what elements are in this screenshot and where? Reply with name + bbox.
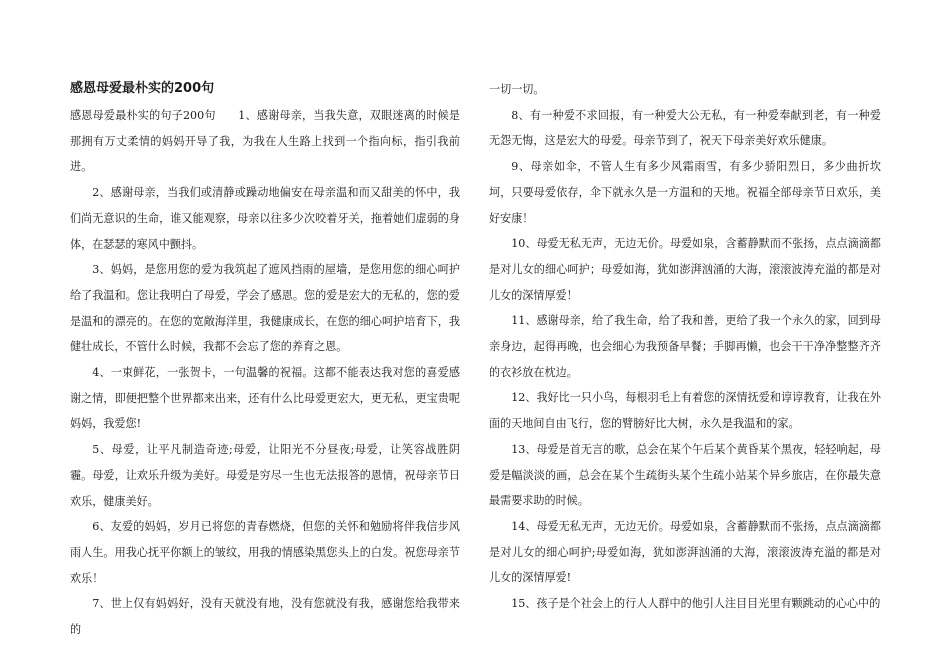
paragraph: 8、有一种爱不求回报，有一种爱大公无私，有一种爱奉献到老，有一种爱无怨无悔，这是宏大的母爱。母亲节到了，祝天下母亲美好欢乐健康。	[489, 108, 881, 148]
paragraph: 感恩母爱最朴实的句子200句 1、感谢母亲，当我失意，双眼迷离的时候是那拥有万丈柔情的妈妈开导了我，为我在人生路上找到一个指向标，指引我前进。	[70, 109, 460, 174]
paragraph: 一切一切。	[489, 83, 545, 96]
right-column-text	[489, 77, 881, 617]
document-title: 感恩母爱最朴实的200句	[70, 81, 215, 96]
paragraph: 5、母爱，让平凡制造奇迹;母爱，让阳光不分昼夜;母爱，让笑容战胜阴霾。母爱，让欢乐升级为美好。母爱是穷尽一生也无法报答的恩情，祝母亲节日欢乐，健康美好。	[70, 443, 460, 508]
paragraph: 15、孩子是个社会上的行人人群中的他引人注目目光里有颗跳动的心心中的	[511, 597, 881, 611]
paragraph: 14、母爱无私无声，无边无价。母爱如泉，含蓄静默而不张扬，点点滴滴都是对儿女的细心呵护;母爱如海，犹如澎湃汹涌的大海，滚滚波涛充溢的都是对儿女的深情厚爱!	[489, 519, 881, 585]
paragraph: 13、母爱是首无言的歌，总会在某个午后某个黄昏某个黑夜，轻轻响起，母爱是幅淡淡的画，总会在某个生疏街头某个生疏小站某个异乡旅店，在你最失意最需要求助的时候。	[489, 442, 881, 508]
left-column-text	[70, 103, 460, 643]
paragraph: 7、世上仅有妈妈好，没有天就没有地，没有您就没有我，感谢您给我带来的	[70, 597, 460, 637]
paragraph: 10、母爱无私无声，无边无价。母爱如泉，含蓄静默而不张扬，点点滴滴都是对儿女的细心呵护；母爱如海，犹如澎湃汹涌的大海，滚滚波涛充溢的都是对儿女的深情厚爱！	[489, 237, 881, 302]
paragraph: 2、感谢母亲，当我们或清静或躁动地偏安在母亲温和而又甜美的怀中，我们尚无意识的生命，谁又能观察，母亲以往多少次咬着牙关，拖着她们虚弱的身体，在瑟瑟的寒风中颤抖。	[70, 186, 460, 251]
paragraph: 4、一束鲜花，一张贺卡，一句温馨的祝福。这都不能表达我对您的喜爱感谢之情，即便把整个世界都来出来，还有什么比母爱更宏大，更无私，更宝贵呢妈妈，我爱您!	[70, 366, 460, 431]
paragraph: 6、友爱的妈妈，岁月已将您的青春燃烧，但您的关怀和勉励将伴我信步风雨人生。用我心抚平你额上的皱纹，用我的情感染黑您头上的白发。祝您母亲节欢乐！	[70, 520, 460, 585]
paragraph: 3、妈妈，是您用您的爱为我筑起了遮风挡雨的屋墙，是您用您的细心呵护给了我温和。您让我明白了母爱，学会了感恩。您的爱是宏大的无私的，您的爱是温和的漂亮的。在您的宽敞海洋里，我健康成长，在您的细心呵护培育下，我健壮成长，不管什么时候，我都不会忘了您的养育之恩。	[70, 263, 460, 354]
paragraph: 11、感谢母亲，给了我生命，给了我和善，更给了我一个永久的家，回到母亲身边，起得再晚，也会细心为我预备早餐；手脚再懒，也会干干净净整整齐齐的衣衫放在枕边。	[489, 314, 881, 379]
paragraph: 9、母亲如伞，不管人生有多少风霜雨雪，有多少骄阳烈日，多少曲折坎坷，只要母爱依存，伞下就永久是一方温和的天地。祝福全部母亲节日欢乐，美好安康！	[489, 160, 881, 225]
paragraph: 12、我好比一只小鸟，每根羽毛上有着您的深情抚爱和谆谆教育，让我在外面的天地间自由飞行，您的臂膀好比大树，永久是我温和的家。	[489, 391, 881, 431]
